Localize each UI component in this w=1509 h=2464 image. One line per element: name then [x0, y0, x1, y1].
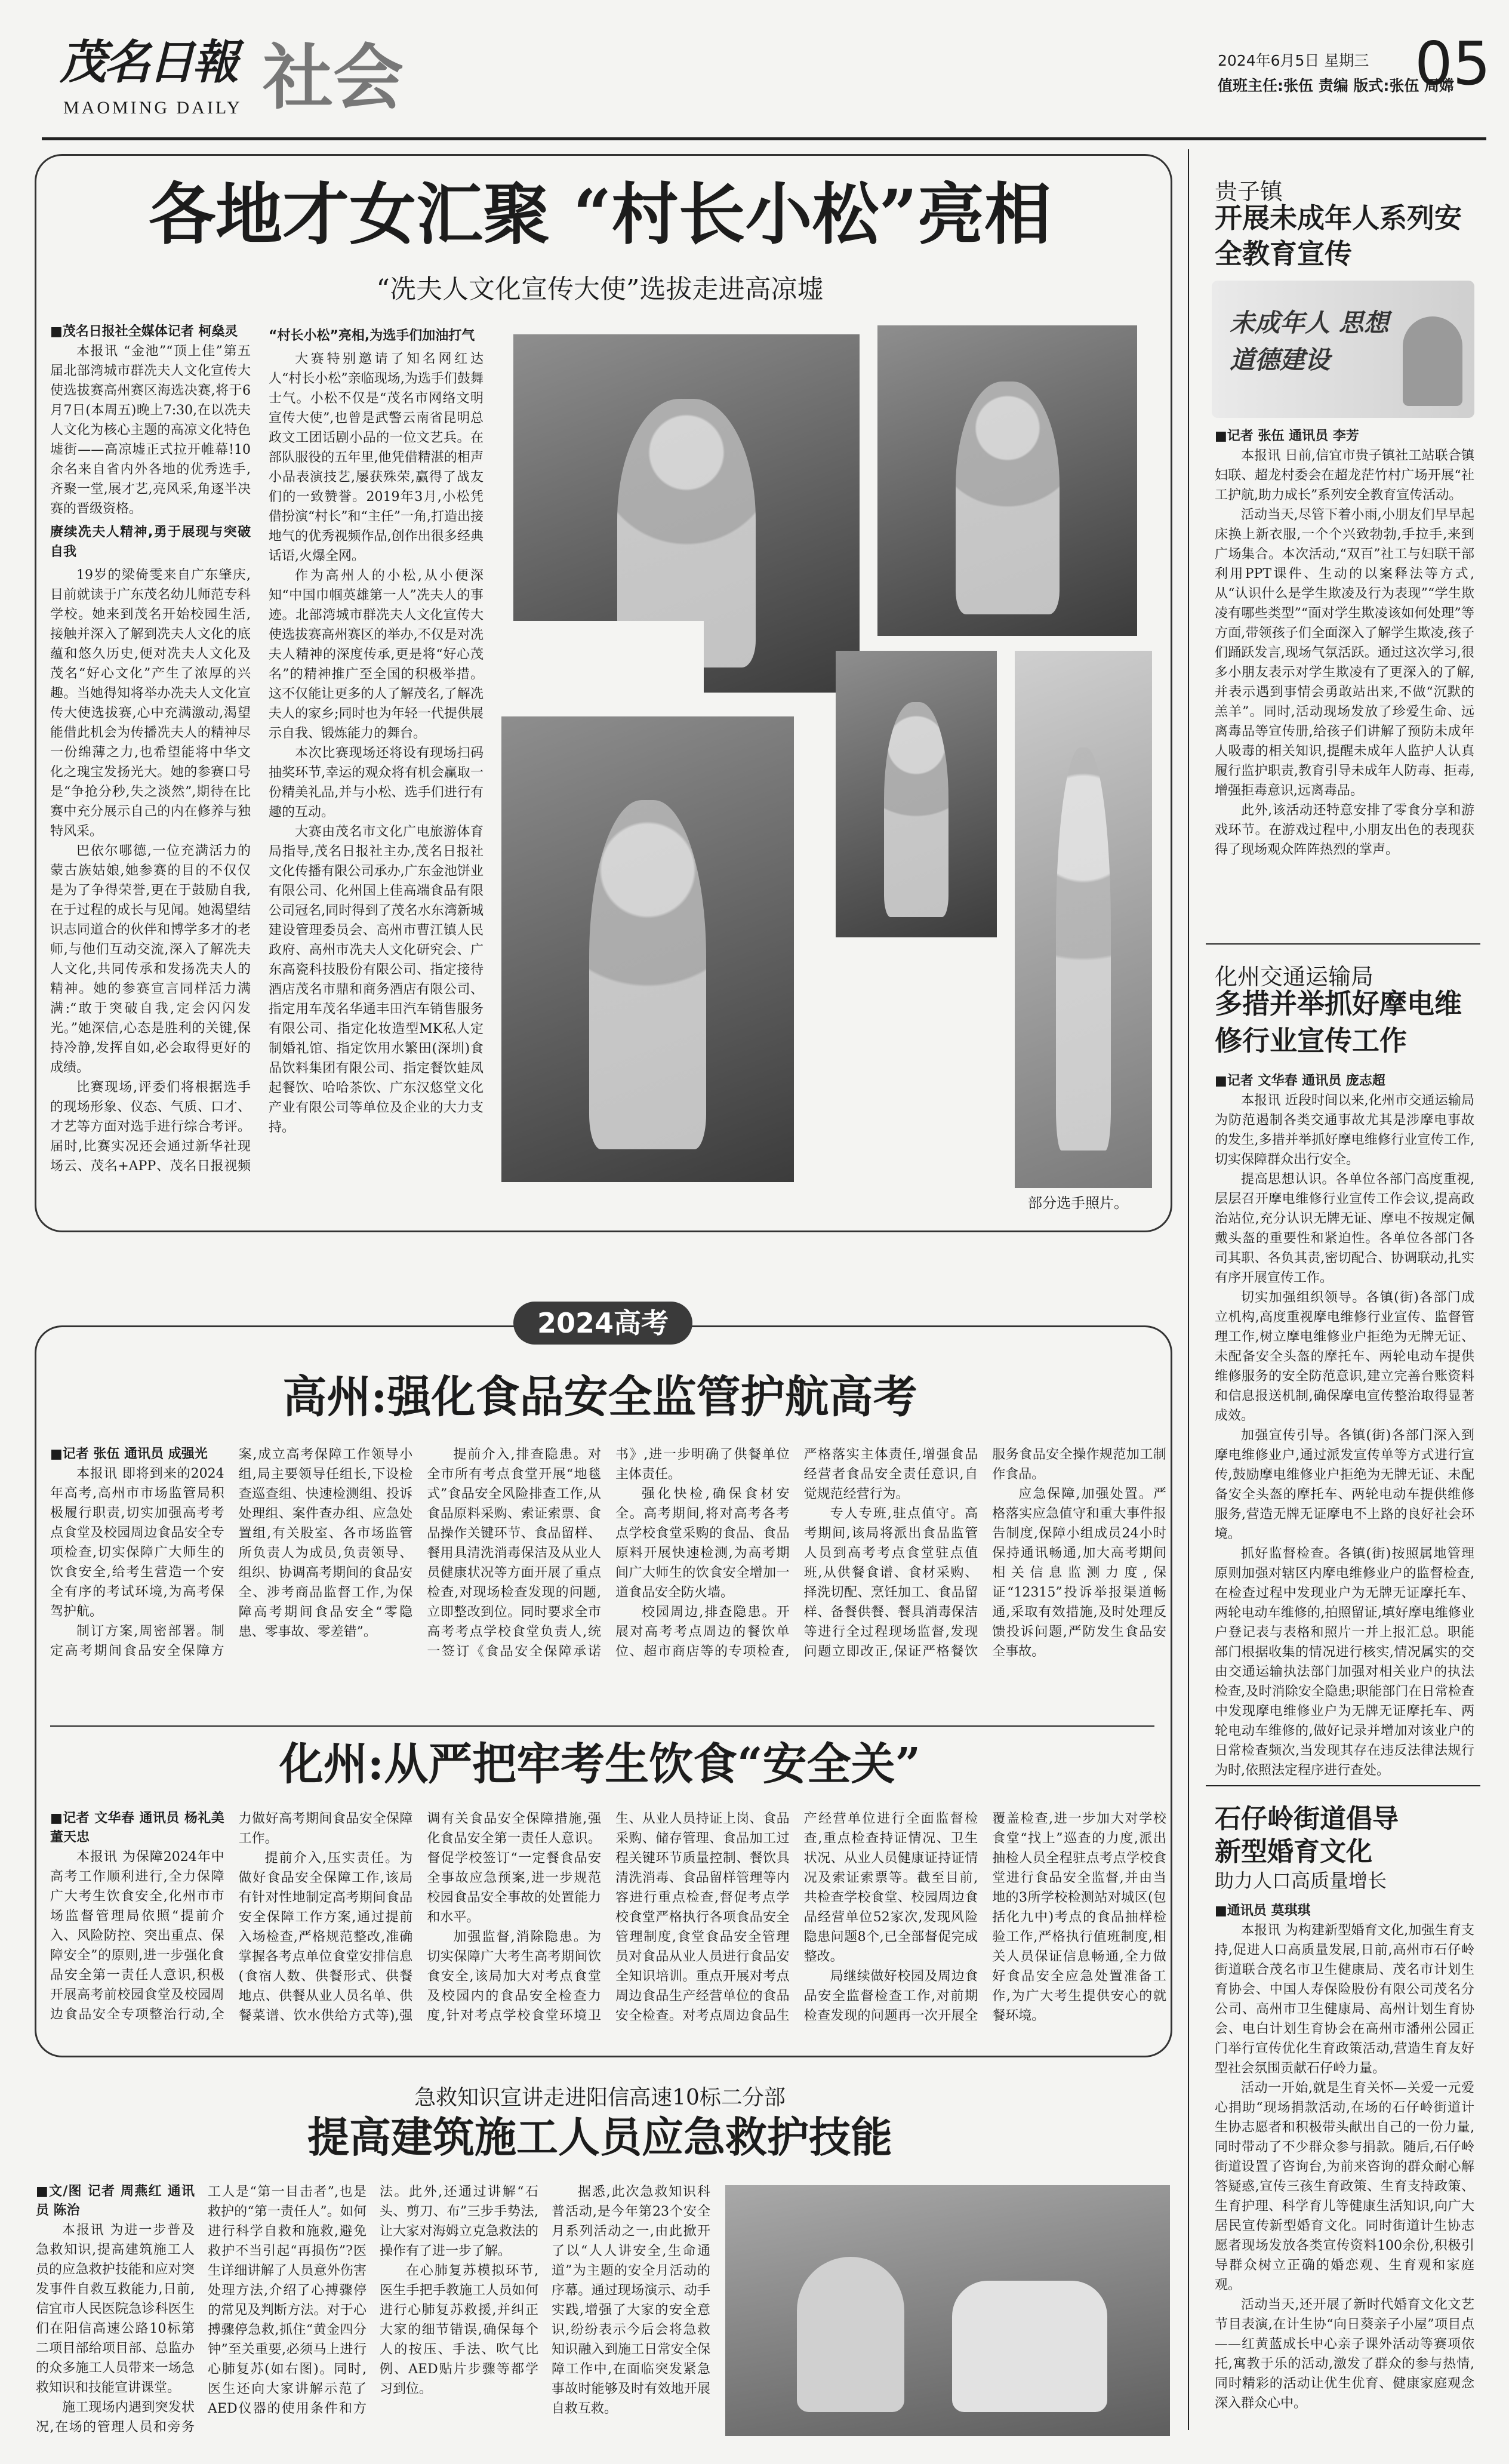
lead-paragraph: 大赛特别邀请了知名网红达人“村长小松”亲临现场,为选手们鼓舞士气。小松不仅是“茂名市网络文明宣传大使”,也曾是武警云南省昆明总政文工团话剧小品的一位文艺兵。在部队服役的五年里,他凭借精湛的相声小品表演技艺,屡获殊荣,赢得了战友们的一致赞誉。2019年3月,小松凭借扮演“村长”和“主任”一角,打造出接地气的优秀视频作品,创作出很多经典话语,火爆全网。 — [269, 352, 484, 564]
lead-headline: 各地才女汇聚 “村长小松”亮相 — [149, 176, 1051, 254]
sidebar-kicker: 贵子镇 — [1215, 179, 1283, 205]
sidebar-paragraph: 本报讯 近段时间以来,化州市交通运输局为防范遏制各类交通事故尤其是涉摩电事故的发生,多措并举抓好摩电维修行业宣传工作,切实保障群众出行安全。 — [1215, 1093, 1474, 1167]
cpr-training-photo — [725, 2185, 1170, 2436]
sidebar-paragraph: 此外,该活动还特意安排了零食分享和游戏环节。在游戏过程中,小朋友出色的表现获得了现场观众阵阵热烈的掌声。 — [1215, 803, 1474, 857]
sidebar-headline: 石仔岭街道倡导 — [1215, 1804, 1399, 1834]
lead-subheading: 赓续冼夫人精神,勇于展现与突破自我 — [50, 525, 251, 559]
sidebar-headline: 多措并举抓好摩电维修行业宣传工作 — [1215, 988, 1462, 1057]
sidebar-rule — [1206, 1785, 1480, 1786]
editor-credits: 值班主任:张伍 责编 版式:张伍 周嫦 — [1218, 77, 1455, 94]
gaokao-paragraph: 本报讯 为保障2024年中高考工作顺利进行,全力保障广大考生饮食安全,化州市市场监督管理局依照“提前介入、风险防控、突出重点、保障安全”的原则,进一步强化食品安全第一责任人意识,积极开展高考前校园食堂及校园周边食品安全专项整治行动,全力做好高考期间食品安全保障工作。 — [50, 1811, 413, 2022]
issue-date: 2024年6月5日 星期三 — [1218, 52, 1369, 69]
sidebar-rule — [1206, 943, 1480, 945]
gaokao-headline-2: 化州:从严把牢考生饮食“安全关” — [279, 1739, 921, 1790]
gaokao-byline: ■记者 张伍 通讯员 成强光 — [50, 1447, 208, 1462]
bottom-kicker: 急救知识宣讲走进阳信高速10标二分部 — [414, 2085, 786, 2110]
masthead-rule — [42, 137, 1486, 140]
sidebar-paragraph: 提高思想认识。各单位各部门高度重视,层层召开摩电维修行业宣传工作会议,提高政治站位,充分认识无牌无证、摩电不按规定佩戴头盔的重要性和紧迫性。各单位各部门各司其职、各负其责,密切配合、协调联动,扎实有序开展宣传工作。 — [1215, 1172, 1474, 1285]
contestant-photo — [877, 325, 1137, 636]
sidebar-byline: ■记者 张伍 通讯员 李芳 — [1215, 429, 1359, 444]
sidebar-paragraph: 活动当天,还开展了新时代婚育文化文艺节目表演,在计生协“向日葵亲子小屋”项目点——红黄蓝成长中心亲子课外活动等赛项依托,寓教于乐的活动,激发了群众的参与热情,同时精彩的活动让优生优育、健康家庭观念深入群众心中。 — [1215, 2297, 1474, 2411]
gaokao-headline-1: 高州:强化食品安全监管护航高考 — [282, 1371, 917, 1423]
lead-paragraph: 本次比赛现场还将设有现场扫码抽奖环节,幸运的观众将有机会赢取一份精美礼品,并与小松、选手们进行有趣的互动。 — [269, 746, 484, 820]
newspaper-logo-en: MAOMING DAILY — [63, 98, 242, 118]
sidebar-paragraph: 切实加强组织领导。各镇(街)各部门成立机构,高度重视摩电维修行业宣传、监督管理工作,树立摩电维修业户拒绝为无牌无证、未配备安全头盔的摩托车、两轮电动车提供维修服务的安全防范意识,建立完善台账资料和信息报送机制,确保摩电宣传整治取得显著成效。 — [1215, 1290, 1474, 1423]
lead-paragraph: 19岁的梁倚雯来自广东肇庆,目前就读于广东茂名幼儿师范专科学校。她来到茂名开始校园生活,接触并深入了解到冼夫人文化的底蕴和悠久历史,便对冼夫人文化及茂名“好心文化”产生了浓厚的兴趣。当她得知将举办冼夫人文化宣传大使选拔赛,心中充满激动,渴望能借此机会为传播冼夫人的精神尽一份绵薄之力,也希望能将中华文化之瑰宝发扬光大。她的参赛口号是“争抢分秒,失之淡然”,期待在比赛中充分展示自己的内在修养与独特风采。 — [50, 568, 251, 839]
gaokao-paragraph: 应急保障,加强处置。严格落实应急值守和重大事件报告制度,保障小组成员24小时保持通讯畅通,加大高考期间相关信息监测力度,保证“12315”投诉举报渠道畅通,采取有效措施,及时处理反馈投诉问题,严防发生食品安全事故。 — [992, 1487, 1166, 1659]
bottom-byline: ■文/图 记者 周燕红 通讯员 陈治 — [36, 2184, 195, 2218]
gaokao-paragraph: 制订方案,周密部署。制定高考期间食品安全保障方案,成立高考保障工作领导小组,局主要领导任组长,下设检查巡查组、快速检测组、投诉处理组、案件查办组、应急处置组,有关股室、各市场监管所负责人为成员,负责领导、组织、协调高考期间的食品安全、涉考商品监督工作,为保障高考期间食品安全“零隐患、零事故、零差错”。 — [50, 1447, 413, 1659]
bottom-headline: 提高建筑施工人员应急救护技能 — [307, 2112, 892, 2162]
photo-figure — [797, 2257, 904, 2412]
section-title: 社会 — [263, 36, 404, 119]
newspaper-logo: 茂名日報 — [60, 35, 237, 90]
sidebar-paragraph: 本报讯 为构建新型婚育文化,加强生育支持,促进人口高质量发展,日前,高州市石仔岭街道联合茂名市卫生健康局、茂名市计划生育协会、中国人寿保险股份有限公司茂名分公司、高州市卫生健康局、高州计划生育协会、电白计划生育协会在高州市潘州公园正门举行宣传优化生育政策活动,营造生育友好型社会氛围贡献石仔岭力量。 — [1215, 1923, 1474, 2076]
contestant-photo — [836, 651, 997, 937]
gaokao-paragraph: 本报讯 即将到来的2024年高考,高州市市场监管局积极履行职责,切实加强高考考点食堂及校园周边食品安全专项检查,切实保障广大师生的饮食安全,给考生营造一个安全有序的考试环境,为高考保驾护航。 — [50, 1466, 224, 1619]
sidebar-headline: 新型婚育文化 — [1215, 1837, 1372, 1867]
sidebar-paragraph: 本报讯 日前,信宜市贵子镇社工站联合镇妇联、超龙村委会在超龙茫竹村广场开展“社工护航,助力成长”系列安全教育宣传活动。 — [1215, 448, 1474, 503]
sidebar-article-3 — [1215, 1902, 1474, 2427]
gaokao-paragraph: 局继续做好校园及周边食品安全监督检查工作,对前期检查发现的问题再一次开展全覆盖检查,进一步加大对学校食堂“找上”巡查的力度,派出抽检人员全程驻点考点学校食堂进行食品安全监督,并由当地的3所学校检测站对城区(包括化九中)考点的食品抽样检验工作,严格执行值班制度,相关人员保证信息畅通,全力做好食品安全应急处置准备工作,为广大考生提供安心的就餐环境。 — [803, 1811, 1166, 2023]
bottom-paragraph: 据悉,此次急救知识科普活动,是今年第23个安全月系列活动之一,由此掀开了以“人人讲安全,生命通道”为主题的安全月活动的序幕。通过现场演示、动手实践,增强了大家的安全意识,纷纷表示今后会将急救知识融入到施工日常安全保障工作中,在面临突发紧急事故时能够及时有效地开展自救互救。 — [552, 2185, 710, 2416]
lead-column-1 — [50, 322, 251, 1176]
gaokao-article-1 — [50, 1445, 1166, 1719]
bottom-paragraph: 施工现场内遇到突发状况,在场的管理人员和旁务工人是“第一目击者”,也是救护的“第一责任人”。如何进行科学自救和施救,避免救护不当引起“再损伤”?医生详细讲解了人员意外伤害处理方法,介绍了心搏骤停的常见及判断方法。对于心搏骤停急救,抓住“黄金四分钟”至关重要,必须马上进行心肺复苏(如右图)。同时,医生还向大家讲解示范了AED仪器的使用条件和方法。此外,还通过讲解“石头、剪刀、布”三步手势法,让大家对海姆立克急救法的操作有了进一步了解。 — [36, 2185, 538, 2435]
gaokao-paragraph: 提前介入,排查隐患。对全市所有考点食堂开展“地毯式”食品安全风险排查工作,从食品原料采购、索证索票、食品操作关键环节、食品留样、餐用具清洗消毒保洁及从业人员健康状况等方面开展了重点检查,对现场检查发现的问题,立即整改到位。同时要求全市高考考点学校食堂负责人,统一签订《食品安全保障承诺书》,进一步明确了供餐单位主体责任。 — [427, 1447, 790, 1659]
contestant-photo — [1015, 651, 1152, 1188]
bottom-paragraph: 本报讯 为进一步普及急救知识,提高建筑施工人员的应急救护技能和应对突发事件自救互救能力,日前,信宜市人民医院急诊科医生们在阳信高速公路10标第二项目部给项目部、总监办的众多施工人员带来一场急救知识和技能宣讲课堂。 — [36, 2223, 195, 2395]
page-number: 05 — [1415, 29, 1491, 99]
photo-figure — [952, 2281, 1107, 2412]
gaokao-paragraph: 强化快检,确保食材安全。高考期间,将对高考各考点学校食堂采购的食品、食品原料开展快速检测,为高考期间广大师生的饮食安全增加一道食品安全防火墙。 — [615, 1487, 790, 1600]
banner-illustration — [1403, 316, 1462, 406]
gaokao-paragraph: 校园周边,排查隐患。开展对高考考点周边的餐饮单位、超市商店等的专项检查,严格落实主体责任,增强食品经营者食品安全责任意识,自觉规范经营行为。 — [615, 1447, 978, 1659]
sidebar-subtitle: 助力人口高质量增长 — [1215, 1869, 1387, 1892]
gaokao-rule — [50, 1725, 1154, 1727]
sidebar-byline: ■通讯员 莫琪琪 — [1215, 1903, 1311, 1918]
lead-paragraph: 作为高州人的小松,从小便深知“中国巾帼英雄第一人”冼夫人的事迹。北部湾城市群冼夫人文化宣传大使选拔赛高州赛区的举办,不仅是对冼夫人精神的深度传承,更是将“好心茂名”的精神推广至全国的积极举措。这不仅能让更多的人了解茂名,了解冼夫人的家乡;同时也为年轻一代提供展示自我、锻炼能力的舞台。 — [269, 568, 484, 741]
gaokao-byline: ■记者 文华春 通讯员 杨礼美 董天忠 — [50, 1811, 224, 1845]
gaokao-article-2 — [50, 1809, 1166, 2045]
sidebar-article-2 — [1215, 1072, 1474, 1776]
sidebar-divider — [1188, 149, 1189, 2430]
gaokao-paragraph: 加强监督,消除隐患。为切实保障广大考生高考期间饮食安全,该局加大对考点食堂及校园内的食品安全检查力度,针对考点学校食堂环境卫生、从业人员持证上岗、食品采购、储存管理、食品加工过程关键环节质量控制、餐饮具清洗消毒、食品留样管理等内容进行重点检查,督促考点学校食堂严格执行各项食品安全管理制度,食堂食品安全管理员对食品从业人员进行食品安全知识培训。重点开展对考点周边食品生产经营单位的食品安全检查。对考点周边食品生产经营单位进行全面监督检查,重点检查持证情况、卫生状况、从业人员健康证持证情况及索证索票等。截至目前,共检查学校食堂、校园周边食品经营单位52家次,发现风险隐患问题8个,已全部督促完成整改。 — [427, 1811, 978, 2023]
sidebar-banner — [1212, 281, 1474, 418]
sidebar-headline: 开展未成年人系列安全教育宣传 — [1215, 202, 1462, 270]
lead-subheading: “村长小松”亮相,为选手们加油打气 — [269, 328, 475, 343]
lead-byline: ■茂名日报社全媒体记者 柯燊灵 — [50, 324, 238, 339]
sidebar-paragraph: 活动当天,尽管下着小雨,小朋友们早早起床换上新衣服,一个个兴致勃勃,手拉手,来到广场集合。本次活动,“双百”社工与妇联干部利用PPT课件、生动的以案释法等方式,从“认识什么是学生欺凌及行为表现”“学生欺凌有哪些类型”“面对学生欺凌该如何处理”等方面,带领孩子们全面深入了解学生欺凌,孩子们踊跃发言,现场气氛活跃。通过这次学习,很多小朋友表示对学生欺凌有了更深入的了解,并表示遇到事情会勇敢站出来,不做“沉默的羔羊”。同时,活动现场发放了珍爱生命、远离毒品等宣传册,给孩子们讲解了预防未成年人吸毒的相关知识,提醒未成年人监护人认真履行监护职责,教育引导未成年人防毒、拒毒,增强拒毒意识,远离毒品。 — [1215, 507, 1474, 798]
lead-paragraph: 本报讯 “金池”“顶上佳”第五届北部湾城市群冼夫人文化宣传大使选拔赛高州赛区海选决赛,将于6月7日(本周五)晚上7:30,在以冼夫人文化为核心主题的高凉文化特色墟街——高凉墟正式拉开帷幕!10余名来自省内外各地的优秀选手,齐聚一堂,展才艺,亮风采,角逐半决赛的晋级资格。 — [50, 344, 251, 516]
contestant-photo — [501, 716, 794, 1182]
masthead — [60, 29, 1491, 133]
bottom-article — [36, 2182, 710, 2445]
sidebar-paragraph: 抓好监督检查。各镇(街)按照属地管理原则加强对辖区内摩电维修业户的监督检查,在检查过程中发现业户为无牌无证摩托车、两轮电动车维修的,拍照留证,填好摩电维修业户登记表与表格和照片一并上报汇总。职能部门根据收集的情况进行核实,情况属实的交由交通运输执法部门加强对相关业户的执法检查,及时消除安全隐患;职能部门在日常检查中发现摩电维修业户为无牌无证摩托车、两轮电动车维修的,做好记录并增加对该业户的日常检查频次,当发现其存在违反法律法规行为时,依照法定程序进行查处。 — [1215, 1546, 1474, 1776]
sidebar-byline: ■记者 文华春 通讯员 庞志超 — [1215, 1073, 1385, 1088]
sidebar-paragraph: 活动一开始,就是生育关怀—关爱一元爱心捐助“现场捐款活动,在场的石仔岭街道计生协志愿者和积极带头献出自己的一份力量,同时带动了不少群众参与捐款。随后,石仔岭街道设置了咨询台,为前来咨询的群众耐心解答疑惑,宣传三孩生育政策、生育支持政策、生育护理、科学育儿等健康生活知识,向广大居民宣传新型婚育文化。同时街道计生协志愿者现场发放各类宣传资料100余份,积极引导群众树立正确的婚恋观、生育观和家庭观。 — [1215, 2081, 1474, 2293]
gaokao-paragraph: 提前介入,压实责任。为做好食品安全保障工作,该局有针对性地制定高考期间食品安全保障工作方案,通过提前入场检查,严格规范整改,准确掌握各考点单位食堂安排信息(食宿人数、供餐形式、供餐地点、供餐从业人员名单、供餐菜谱、饮水供给方式等),强调有关食品安全保障措施,强化食品安全第一责任人意识。督促学校签订“一定餐食品安全事故应急预案,进一步规范校园食品安全事故的处置能力和水平。 — [238, 1811, 601, 2023]
bottom-paragraph: 在心肺复苏模拟环节,医生手把手教施工人员如何进行心肺复苏救援,并纠正大家的细节错误,确保每个人的按压、手法、吹气比例、AED贴片步骤等都学习到位。 — [380, 2263, 538, 2397]
gaokao-tag: 2024高考 — [513, 1302, 692, 1345]
lead-paragraph: 大赛由茂名市文化广电旅游体育局指导,茂名日报社主办,茂名日报社文化传播有限公司承办,广东金池饼业有限公司、化州国上佳高端食品有限公司冠名,同时得到了茂名水东湾新城建设管理委员会、高州市曹江镇人民政府、高州市冼夫人文化研究会、广东高瓷科技股份有限公司、指定接待酒店茂名市鼎和商务酒店有限公司、指定用车茂名华通丰田汽车销售服务有限公司、指定化妆造型MK私人定制婚礼馆、指定饮用水繁田(深圳)食品饮料集团有限公司、指定餐饮蛙凤起餐饮、哈哈茶饮、广东汉悠堂文化产业有限公司等单位及企业的大力支持。 — [269, 825, 484, 1135]
sidebar-kicker: 化州交通运输局 — [1215, 964, 1374, 990]
sidebar-paragraph: 加强宣传引导。各镇(街)各部门深入到摩电维修业户,通过派发宣传单等方式进行宣传,鼓励摩电维修业户拒绝为无牌无证、未配备安全头盔的摩托车、两轮电动车提供维修服务,营造无牌无证摩电不上路的良好社会环境。 — [1215, 1428, 1474, 1542]
lead-column-2 — [269, 322, 484, 1182]
sidebar-article-1 — [1215, 427, 1474, 934]
gaokao-paragraph: 专人专班,驻点值守。高考期间,该局将派出食品监管人员到高考考点食堂驻点值班,从供餐食谱、食材采购、择洗切配、烹饪加工、食品留样、备餐供餐、餐具消毒保洁等进行全过程现场监督,发现问题立即改正,保证严格餐饮服务食品安全操作规范加工制作食品。 — [803, 1447, 1166, 1659]
lead-paragraph: 比赛现场,评委们将根据选手的现场形象、仪态、气质、口才、才艺等方面对选手进行综合考评。届时,比赛实况还会通过新华社现场云、茂名+APP、茂名日报视频 — [50, 1080, 251, 1174]
lead-paragraph: 巴依尔哪德,一位充满活力的蒙古族姑娘,她参赛的目的不仅仅是为了争得荣誉,更在于鼓励自我,在于过程的成长与见闻。她渴望结识志同道合的伙伴和博学多才的老师,与他们互动交流,深入了解冼夫人文化,共同传承和发扬冼夫人的精神。她的参赛宣言同样活力满满:“敢于突破自我,定会闪闪发光。”她深信,心态是胜利的关键,保持冷静,发挥自如,必会取得更好的成绩。 — [50, 844, 251, 1075]
banner-text: 未成年人 思想道德建设 — [1230, 308, 1389, 374]
lead-subtitle: “冼夫人文化宣传大使”选拔走进高凉墟 — [376, 274, 824, 304]
photo-caption: 部分选手照片。 — [1028, 1195, 1128, 1211]
